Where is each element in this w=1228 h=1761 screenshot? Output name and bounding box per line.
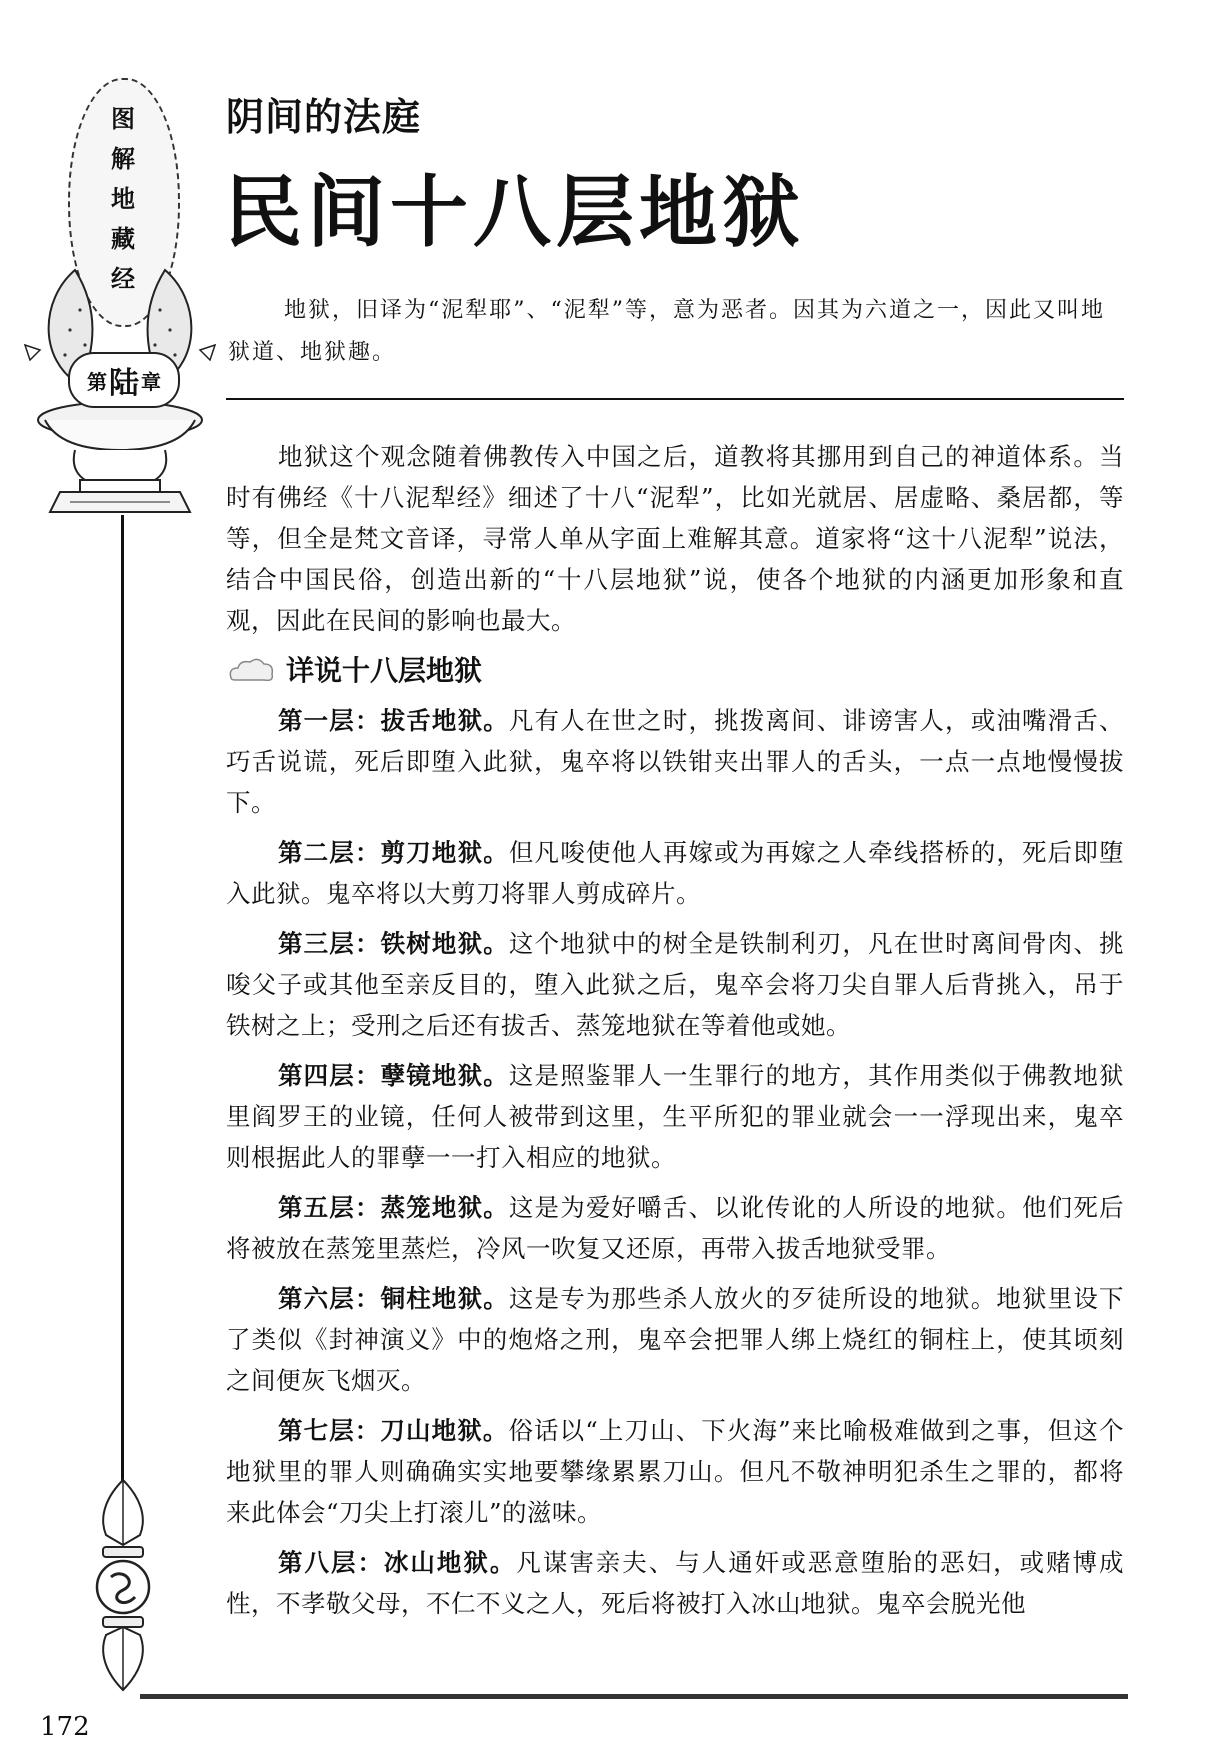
book-title-char: 图	[111, 104, 135, 133]
cloud-ornament-icon	[226, 656, 276, 686]
chapter-number: 陆	[109, 366, 139, 401]
section-heading	[226, 650, 1124, 692]
book-title-char: 解	[111, 144, 135, 173]
chapter-sidebar	[0, 0, 220, 1761]
chapter-badge	[68, 352, 180, 408]
sidebar-vertical-rule	[121, 515, 124, 1490]
page-subtitle: 阴间的法庭	[226, 94, 422, 139]
hell-level-paragraph	[226, 1410, 1124, 1533]
hell-level-paragraph	[226, 1055, 1124, 1178]
hell-level-paragraph	[226, 700, 1124, 823]
hell-level-text: 凡有人在世之时，挑拨离间、诽谤害人，或油嘴滑舌、巧舌说谎，死后即堕入此狱，鬼卒将以铁钳夹出罪人的舌头，一点一点地慢慢拔下。	[226, 706, 1124, 817]
intro-definition: 地狱，旧译为“泥犁耶”、“泥犁”等，意为恶者。因其为六道之一，因此又叫地狱道、地狱趣。	[228, 298, 1105, 365]
book-title-char: 藏	[111, 224, 135, 253]
hell-level-text: 这是专为那些杀人放火的歹徒所设的地狱。地狱里设下了类似《封神演义》中的炮烙之刑，鬼卒会把罪人绑上烧红的铜柱上，使其顷刻之间便灰飞烟灭。	[226, 1284, 1124, 1395]
footer-divider	[140, 1694, 1128, 1699]
hell-level-term: 第三层：铁树地狱。	[278, 929, 509, 958]
hell-level-paragraph	[226, 1278, 1124, 1401]
hell-level-term: 第八层：冰山地狱。	[278, 1548, 517, 1577]
hell-level-text: 但凡唆使他人再嫁或为再嫁之人牵线搭桥的，死后即堕入此狱。鬼卒将以大剪刀将罪人剪成碎片。	[226, 838, 1124, 908]
chapter-suffix: 章	[141, 369, 161, 394]
hell-level-term: 第一层：拔舌地狱。	[278, 706, 509, 735]
hell-level-term: 第六层：铜柱地狱。	[278, 1284, 509, 1313]
hell-level-text: 这个地狱中的树全是铁制利刃，凡在世时离间骨肉、挑唆父子或其他至亲反目的，堕入此狱之后，鬼卒会将刀尖自罪人后背挑入，吊于铁树之上；受刑之后还有拔舌、蒸笼地狱在等着他或她。	[226, 929, 1124, 1040]
main-content	[226, 436, 1124, 1633]
book-title-char: 经	[111, 264, 135, 293]
intro-paragraph: 地狱这个观念随着佛教传入中国之后，道教将其挪用到自己的神道体系。当时有佛经《十八泥犁经》细述了十八“泥犁”，比如光就居、居虚略、桑居都，等等，但全是梵文音译，寻常人单从字面上难解其意。道家将“这十八泥犁”说法，结合中国民俗，创造出新的“十八层地狱”说，使各个地狱的内涵更加形象和直观，因此在民间的影响也最大。	[226, 442, 1124, 635]
book-title-char: 地	[111, 184, 135, 213]
hell-level-text: 这是照鉴罪人一生罪行的地方，其作用类似于佛教地狱里阎罗王的业镜，任何人被带到这里，生平所犯的罪业就会一一浮现出来，鬼卒则根据此人的罪孽一一打入相应的地狱。	[226, 1061, 1124, 1172]
hell-level-text: 凡谋害亲夫、与人通奸或恶意堕胎的恶妇，或赌博成性，不孝敬父母，不仁不义之人，死后将被打入冰山地狱。鬼卒会脱光他	[226, 1548, 1125, 1618]
hell-level-text: 这是为爱好嚼舌、以讹传讹的人所设的地狱。他们死后将被放在蒸笼里蒸烂，冷风一吹复又还原，再带入拔舌地狱受罪。	[226, 1193, 1124, 1263]
hell-level-paragraph	[226, 832, 1124, 914]
hell-level-term: 第五层：蒸笼地狱。	[278, 1193, 509, 1222]
section-heading-text: 详说十八层地狱	[286, 654, 483, 687]
page-title: 民间十八层地狱	[224, 167, 806, 258]
hell-level-term: 第二层：剪刀地狱。	[278, 838, 509, 867]
hell-level-term: 第四层：孽镜地狱。	[278, 1061, 509, 1090]
hell-level-text: 俗话以“上刀山、下火海”来比喻极难做到之事，但这个地狱里的罪人则确确实实地要攀缘累累刀山。但凡不敬神明犯杀生之罪的，都将来此体会“刀尖上打滚儿”的滋味。	[226, 1416, 1124, 1527]
hell-level-paragraph	[226, 923, 1124, 1046]
hell-level-paragraph	[226, 1542, 1124, 1624]
vajra-ornament-icon	[78, 1475, 168, 1695]
hell-level-term: 第七层：刀山地狱。	[278, 1416, 509, 1445]
hell-level-paragraph	[226, 1187, 1124, 1269]
header-divider	[226, 398, 1124, 400]
page-number: 172	[40, 1712, 90, 1742]
chapter-prefix: 第	[87, 369, 107, 394]
